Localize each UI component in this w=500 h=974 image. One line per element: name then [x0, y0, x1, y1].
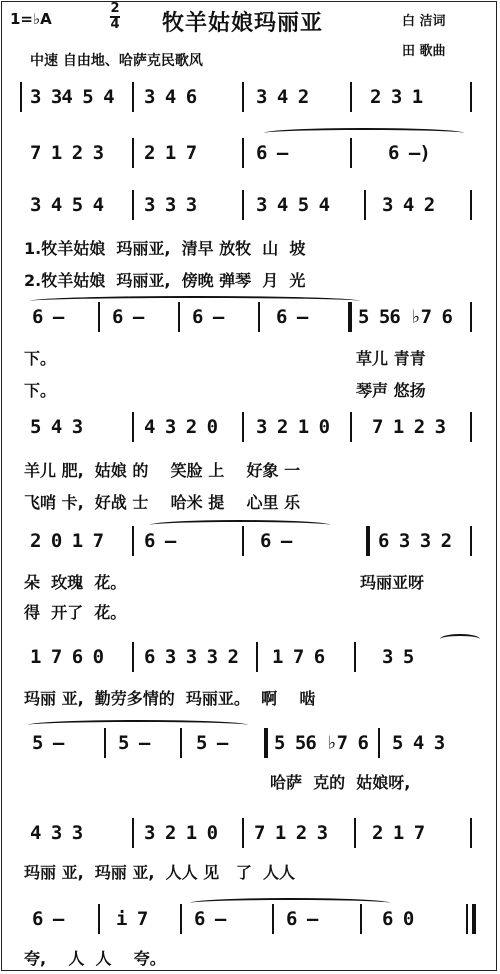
measure: 3 5 — [382, 646, 414, 668]
measure: 3 4 6 — [144, 86, 197, 108]
measure: 4 3 3 — [30, 822, 83, 844]
measure: 2 3 1 — [370, 86, 423, 108]
measure: 3 4 5 4 — [256, 194, 330, 216]
measure: 7 1 2 3 — [30, 142, 104, 164]
lyric-line: 琴声 悠扬 — [356, 381, 426, 400]
measure: 3 2 1 0 — [144, 822, 218, 844]
measure: 6 – — [286, 908, 318, 930]
measure: 5 – — [196, 732, 228, 754]
measure: 6 3 3 3 2 — [144, 646, 238, 668]
measure: 3 4 2 — [256, 86, 309, 108]
measure: 6 – — [260, 530, 292, 552]
measure: 2 0 1 7 — [30, 530, 104, 552]
measure: 5 – — [32, 732, 64, 754]
lyricist-credit: 白 洁词 — [402, 14, 446, 29]
measure: 3 4 5 4 — [30, 194, 104, 216]
tie — [30, 296, 360, 306]
tie — [264, 128, 464, 138]
measure: 6 –) — [388, 142, 430, 164]
measure: 2 1 7 — [372, 822, 425, 844]
lyric-line: 朵 玫瑰 花。 — [24, 573, 127, 592]
lyric-line: 得 开了 花。 — [24, 603, 127, 622]
notation-row-7 — [20, 646, 480, 670]
time-top: 2 — [110, 1, 120, 16]
measure: 5 – — [118, 732, 150, 754]
notation-row-8 — [20, 732, 480, 756]
measure: 6 – — [256, 142, 288, 164]
tempo-marking: 中速 自由地、哈萨克民歌风 — [30, 53, 203, 69]
lyric-line: 1.牧羊姑娘 玛丽亚, 清早 放牧 山 坡 — [24, 239, 306, 258]
lyric-line: 玛丽 亚, 勤劳多情的 玛丽亚。 啊 啮 — [24, 689, 316, 708]
lyric-line: 下。 — [24, 349, 57, 368]
lyric-line: 玛丽 亚, 玛丽 亚, 人人 见 了 人人 — [24, 863, 296, 882]
time-bottom: 4 — [110, 17, 120, 32]
measure: 6 – — [32, 306, 64, 328]
tie — [440, 634, 480, 644]
notation-row-3 — [20, 194, 480, 218]
notation-row-4 — [20, 306, 480, 330]
lyric-line: 草儿 青青 — [356, 349, 426, 368]
lyric-line: 羊儿 肥, 姑娘 的 笑脸 上 好象 一 — [24, 461, 301, 480]
tie — [150, 520, 330, 530]
time-signature — [110, 3, 120, 31]
measure: 3 34 5 4 — [30, 86, 114, 108]
measure: 5 56 ♭7 6 — [358, 306, 452, 328]
measure: 1 7 6 0 — [30, 646, 104, 668]
measure: 5 4 3 — [392, 732, 445, 754]
measure: 7 1 2 3 — [372, 416, 446, 438]
measure: 5 4 3 — [30, 416, 83, 438]
composer-credit: 田 歌曲 — [402, 44, 446, 59]
measure: 2 1 7 — [144, 142, 197, 164]
measure: 6 – — [32, 908, 64, 930]
measure: 6 3 3 2 — [378, 530, 452, 552]
lyric-line: 2.牧羊姑娘 玛丽亚, 傍晚 弹琴 月 光 — [24, 271, 306, 290]
measure: 6 0 — [382, 908, 414, 930]
measure: 1 7 6 — [272, 646, 325, 668]
notation-row-2 — [20, 142, 480, 166]
notation-row-10 — [20, 908, 480, 932]
notation-row-1 — [20, 86, 480, 110]
notation-row-9 — [20, 822, 480, 846]
lyric-line: 飞哨 卡, 好战 士 哈米 提 心里 乐 — [24, 493, 301, 512]
measure: 5 56 ♭7 6 — [274, 732, 368, 754]
lyric-line: 玛丽亚呀 — [360, 573, 425, 592]
lyric-line: 下。 — [24, 381, 57, 400]
measure: 6 – — [192, 306, 224, 328]
measure: 3 2 1 0 — [256, 416, 330, 438]
measure: 4 3 2 0 — [144, 416, 218, 438]
measure: 6 – — [194, 908, 226, 930]
notation-row-6 — [20, 530, 480, 554]
measure: 7 1 2 3 — [254, 822, 328, 844]
song-title: 牧羊姑娘玛丽亚 — [162, 11, 324, 36]
notation-row-5 — [20, 416, 480, 440]
lyric-line: 哈萨 克的 姑娘呀, — [270, 773, 411, 792]
measure: 6 – — [144, 530, 176, 552]
measure: 6 – — [276, 306, 308, 328]
tie — [28, 720, 248, 730]
measure: i 7 — [116, 908, 148, 930]
measure: 3 3 3 — [144, 194, 197, 216]
lyric-line: 夸, 人 人 夸。 — [24, 949, 166, 968]
key-signature: 1=♭A — [10, 10, 52, 28]
measure: 6 – — [112, 306, 144, 328]
measure: 3 4 2 — [382, 194, 435, 216]
